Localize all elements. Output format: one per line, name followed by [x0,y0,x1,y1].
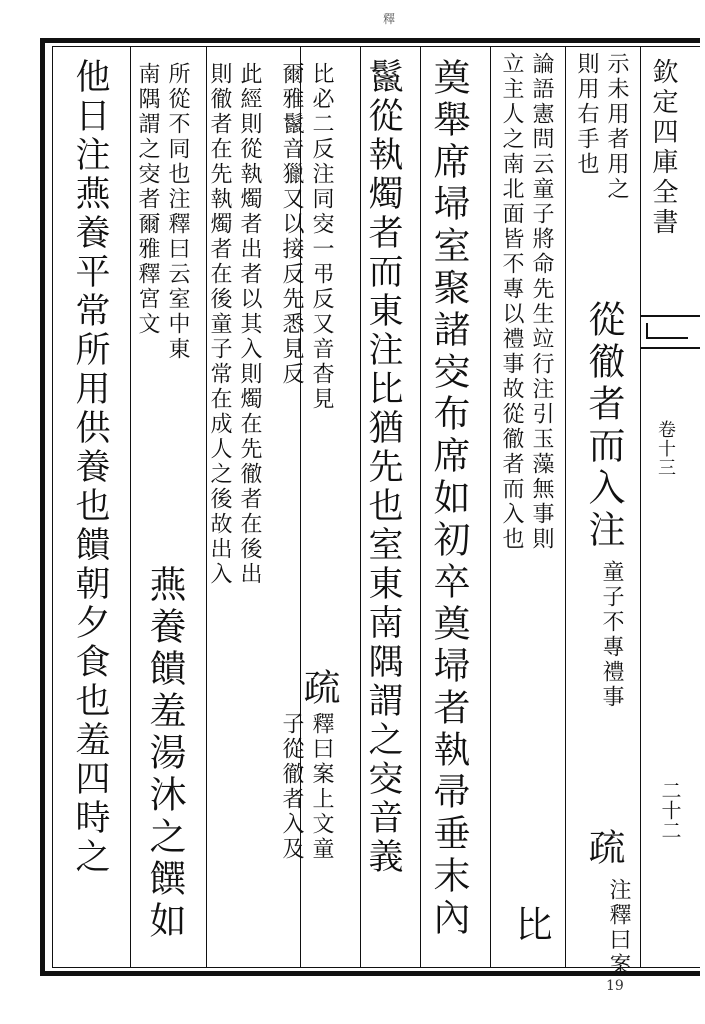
main-text-line: 比 [509,905,552,947]
annotation-line: 所從不同也注釋曰云室中東 [165,62,190,362]
column-rule [640,46,641,968]
annotation-line: 此經則從執燭者出者以其入則燭在先徹者在後出 [237,62,262,587]
main-text-line: 他日注燕養平常所用供養也饋朝夕食也羞四時之 [70,58,110,877]
book-title: 欽定四庫全書 [648,58,678,238]
column-rule [565,46,566,968]
text-column [208,62,260,587]
text-column [280,62,332,412]
annotation-line: 立主人之南北面皆不專以禮事故從徹者而入也 [499,52,524,552]
annotation-line: 南隅謂之㝔者爾雅釋宮文 [135,62,160,337]
page-number: 二十二 [658,780,682,840]
folio-number: 19 [606,978,624,994]
text-column [280,712,332,862]
column-rule [490,46,491,968]
annotation-line: 子從徹者入及 [279,712,304,862]
annotation-line: 釋曰案上文童 [309,712,334,862]
text-column [500,52,552,552]
volume-number: 卷十三 [655,420,676,477]
annotation-line: 爾雅鬣音獵又以接反先悉見反 [279,62,304,387]
text-column [575,52,627,202]
annotation-line: 童子不專禮事 [599,560,624,710]
seal-stamp: 釋 [383,12,396,26]
main-text-line: 鬣從執燭者而東注比猶先也室東南隅謂之㝔音義 [363,58,403,877]
main-text-line: 從徹者而入注 [582,300,625,552]
annotation-line: 比必二反注同㝔一弔反又音杳見 [309,62,334,412]
main-text-line: 燕養饋羞湯沐之饌如 [143,565,186,943]
column-rule [420,46,421,968]
column-rule [130,46,131,968]
main-text-line: 疏 [582,828,625,870]
annotation-line: 則用右手也 [574,52,599,177]
column-rule [360,46,361,968]
annotation-line: 示未用者用之 [604,52,629,202]
main-text-line: 奠舉席埽室聚諸㝔布席如初卒奠埽者執帚垂末內 [427,58,470,940]
annotation-line: 注釋曰案 [606,878,631,978]
annotation-line: 則徹者在先執燭者在後童子常在成人之後故出入 [207,62,232,587]
annotation-line: 論語憲問云童子將命先生竝行注引玉藻無事則 [529,52,554,552]
text-column [136,62,188,362]
fish-tail-mark [640,315,700,349]
main-text-line: 疏 [297,668,340,710]
